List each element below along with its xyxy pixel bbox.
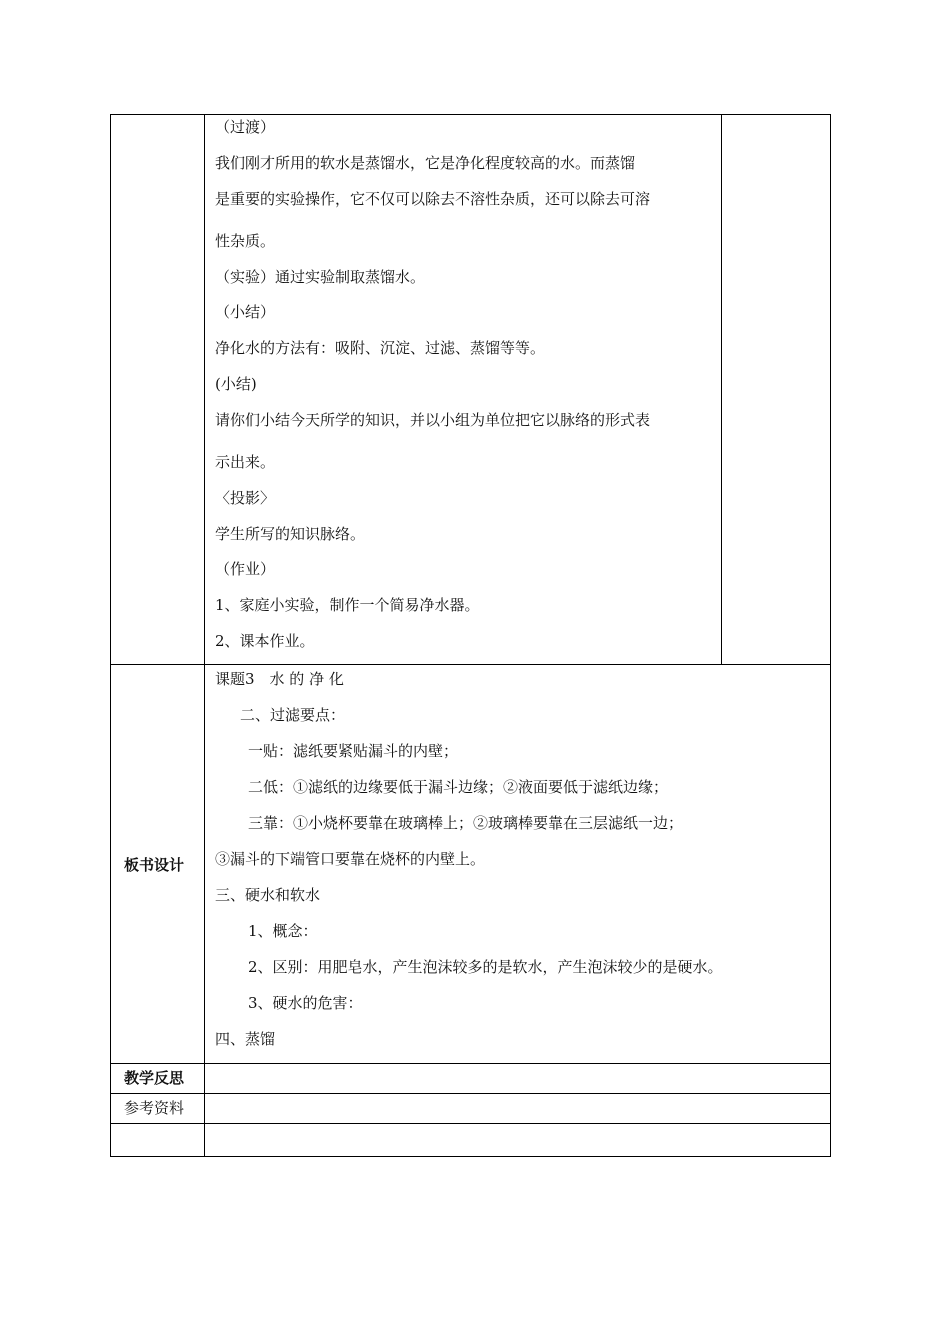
text-line: （小结） bbox=[215, 303, 276, 321]
row-divider-4 bbox=[110, 1123, 831, 1124]
text-line: （作业） bbox=[215, 560, 276, 578]
text-line: 2、区别：用肥皂水，产生泡沫较多的是软水，产生泡沫较少的是硬水。 bbox=[248, 958, 723, 976]
text-line: ③漏斗的下端管口要靠在烧杯的内壁上。 bbox=[215, 850, 486, 868]
text-line: 我们刚才所用的软水是蒸馏水，它是净化程度较高的水。而蒸馏 bbox=[215, 154, 636, 172]
text-line: 3、硬水的危害： bbox=[248, 994, 363, 1012]
row-divider-2 bbox=[110, 1063, 831, 1064]
text-line: 课题3 水 的 净 化 bbox=[215, 670, 344, 688]
text-line: （实验）通过实验制取蒸馏水。 bbox=[215, 268, 426, 286]
text-line: （过渡） bbox=[215, 118, 276, 136]
text-line: 二低：①滤纸的边缘要低于漏斗边缘；②液面要低于滤纸边缘； bbox=[248, 778, 669, 796]
row-divider-1 bbox=[110, 664, 831, 665]
column-divider-label bbox=[204, 114, 205, 1157]
table-border-top bbox=[110, 114, 831, 115]
teaching-reflection-label: 教学反思 bbox=[124, 1069, 185, 1087]
text-line: 1、家庭小实验，制作一个简易净水器。 bbox=[215, 596, 480, 614]
board-design-label: 板书设计 bbox=[124, 856, 185, 874]
text-line: 净化水的方法有：吸附、沉淀、过滤、蒸馏等等。 bbox=[215, 339, 546, 357]
text-line: 示出来。 bbox=[215, 453, 276, 471]
text-line: 性杂质。 bbox=[215, 232, 276, 250]
table-border-bottom bbox=[110, 1156, 831, 1157]
text-line: 二、过滤要点： bbox=[240, 706, 346, 724]
text-line: 2、课本作业。 bbox=[215, 632, 315, 650]
table-border-left bbox=[110, 114, 111, 1157]
text-line: 四、蒸馏 bbox=[215, 1030, 276, 1048]
text-line: 三靠：①小烧杯要靠在玻璃棒上；②玻璃棒要靠在三层滤纸一边； bbox=[248, 814, 684, 832]
reference-materials-label: 参考资料 bbox=[124, 1099, 185, 1117]
text-line: 1、概念： bbox=[248, 922, 318, 940]
text-line: (小结) bbox=[215, 375, 257, 393]
row-divider-3 bbox=[110, 1093, 831, 1094]
text-line: 三、硬水和软水 bbox=[215, 886, 321, 904]
table-border-right bbox=[830, 114, 831, 1157]
column-divider-notes bbox=[721, 114, 722, 665]
text-line: 请你们小结今天所学的知识，并以小组为单位把它以脉络的形式表 bbox=[215, 411, 651, 429]
text-line: 〈投影〉 bbox=[215, 489, 276, 507]
text-line: 一贴：滤纸要紧贴漏斗的内壁； bbox=[248, 742, 459, 760]
text-line: 是重要的实验操作，它不仅可以除去不溶性杂质，还可以除去可溶 bbox=[215, 190, 651, 208]
text-line: 学生所写的知识脉络。 bbox=[215, 525, 366, 543]
